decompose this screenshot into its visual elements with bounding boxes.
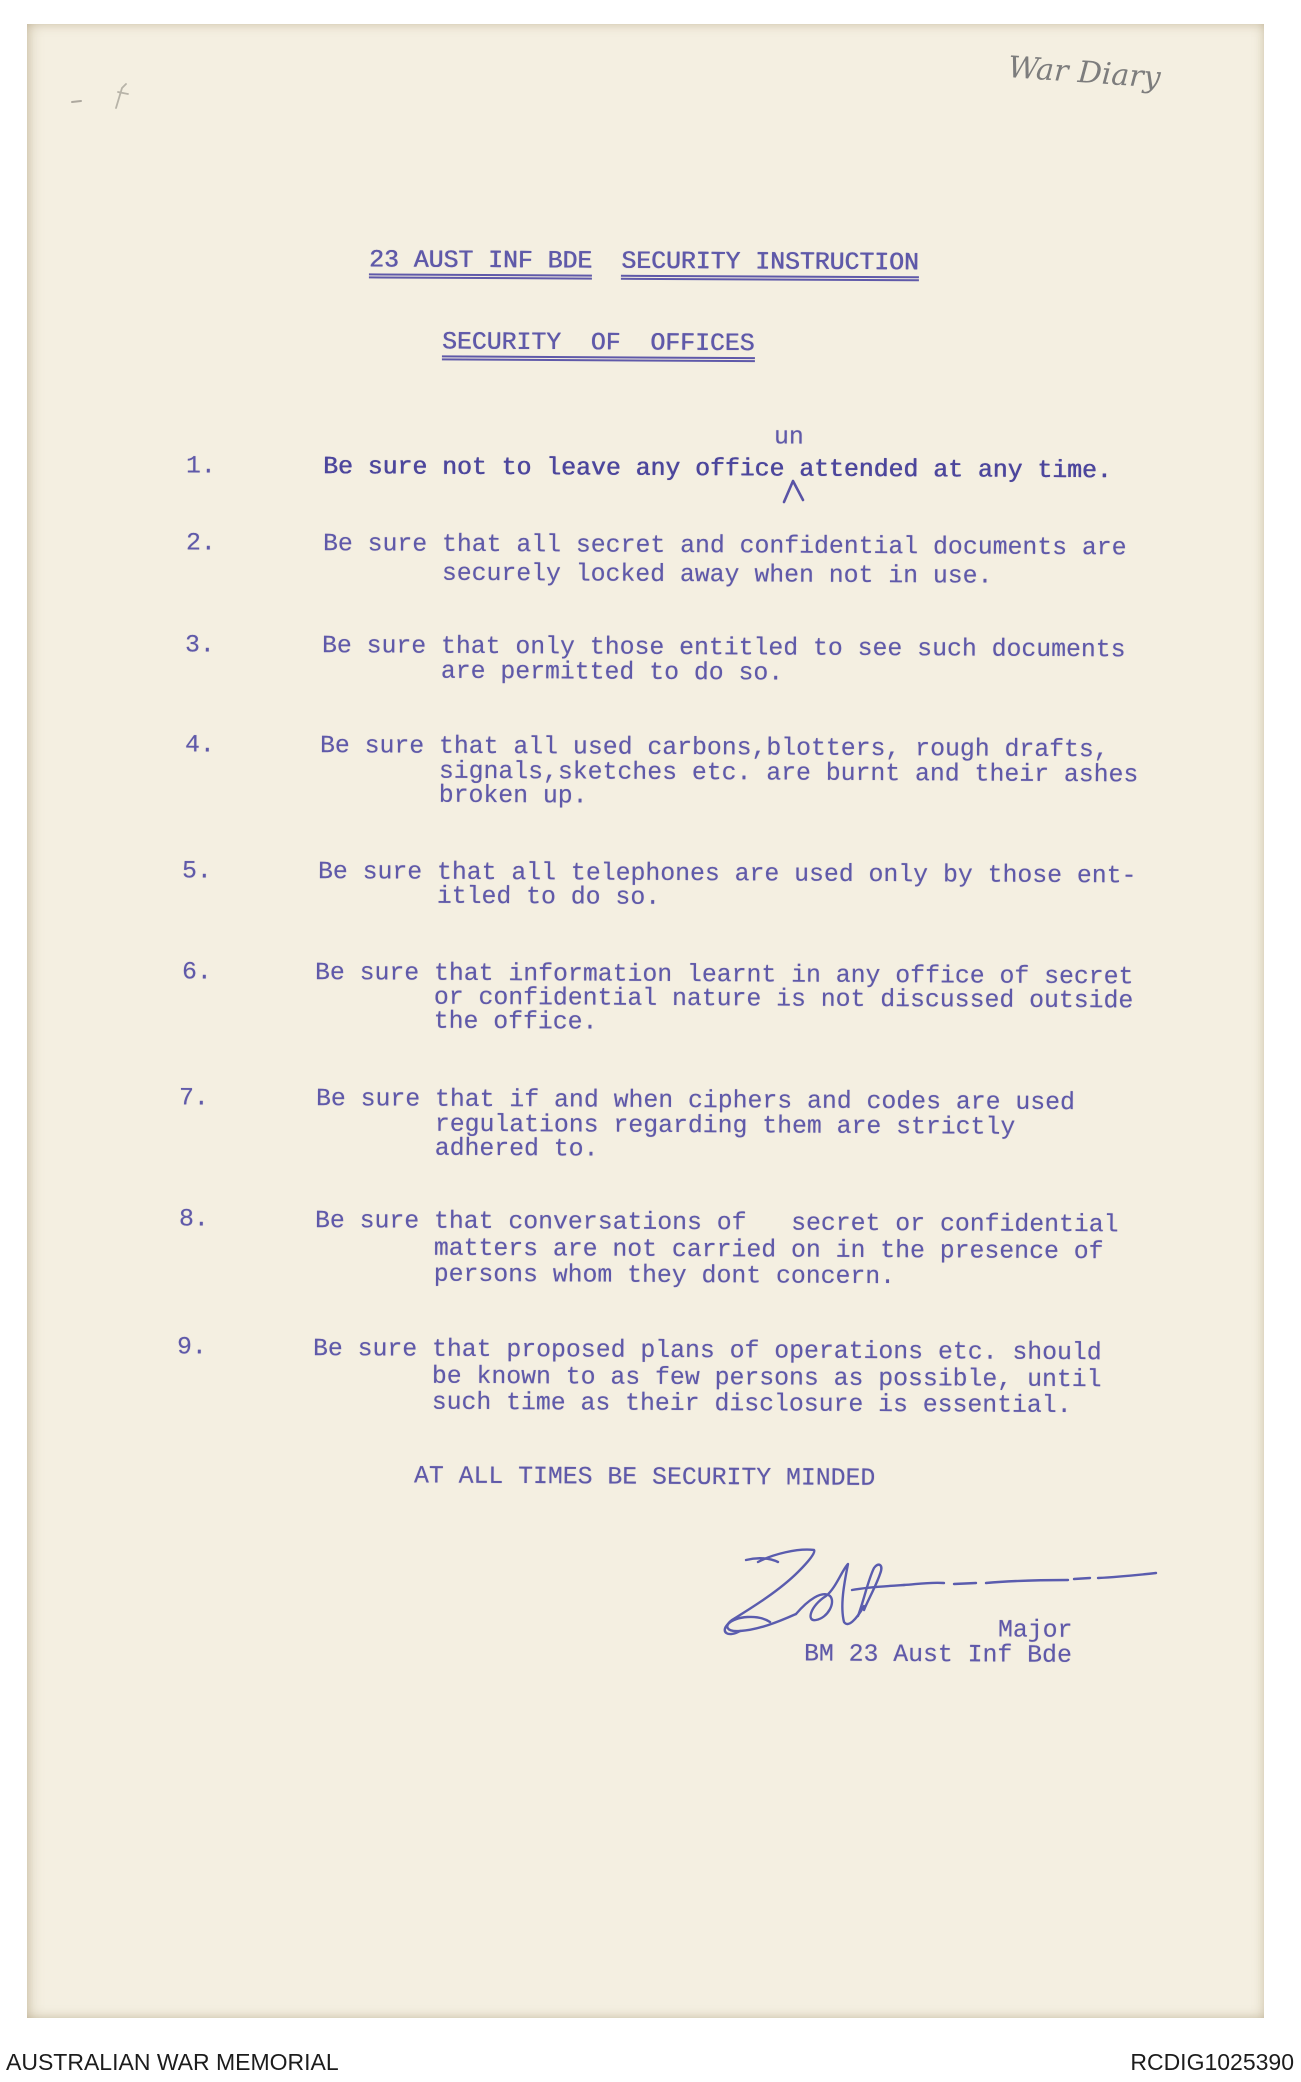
item-line: securely locked away when not in use. [441,559,993,591]
item-text [320,734,1139,812]
item-text [318,860,1137,912]
item-line: are permitted to do so. [440,657,784,688]
item-text [315,961,1134,1037]
item-number: 7. [178,1084,209,1113]
item-number: 8. [178,1205,209,1234]
item-line: regulations regarding them are strictly [434,1110,1016,1142]
instruction-item-6 [0,959,1200,1055]
instruction-item-5 [0,858,1200,954]
footer-reference: RCDIG1025390 [1130,2049,1294,2075]
item-number: 9. [176,1333,207,1362]
item-line: signals,sketches etc. are burnt and their ashes [438,757,1139,789]
item-line: itled to do so. [436,882,661,912]
item-line: be known to as few persons as possible, until [431,1362,1102,1394]
instruction-item-9 [0,1334,1200,1430]
item-line: Be sure that if and when ciphers and codes are used [315,1085,1075,1118]
item-text [323,455,1112,484]
item-number: 3. [184,631,215,660]
footer-institution: AUSTRALIAN WAR MEMORIAL [6,2049,339,2075]
instruction-item-7 [0,1085,1200,1181]
item-text [323,530,1127,592]
instruction-item-4 [0,732,1200,828]
signature [718,1540,1163,1640]
item-line: broken up. [438,781,588,811]
subheading-text: SECURITY OF OFFICES [442,330,755,362]
item-line: Be sure that only those entitled to see such documents [321,632,1126,665]
signatory-appointment: BM 23 Aust Inf Bde [803,1640,1072,1670]
item-number: 2. [185,529,216,558]
item-line: Be sure that all secret and confidential documents are [322,530,1127,563]
document-heading [369,248,919,281]
instruction-item-2 [0,528,1200,624]
item-line: Be sure that information learnt in any office of secret [314,959,1134,992]
closing-statement: AT ALL TIMES BE SECURITY MINDED [413,1462,876,1493]
heading-unit: 23 AUST INF BDE [369,248,592,279]
item-line: Be sure that all used carbons,blotters, rough drafts, [319,732,1109,765]
instruction-item-3 [0,632,1200,728]
inserted-correction: un [773,423,804,452]
item-number: 6. [181,958,212,987]
item-number: 5. [181,857,212,886]
item-text [313,1336,1102,1420]
item-line: persons whom they dont concern. [433,1260,896,1292]
item-text [315,1208,1119,1292]
item-line: Be sure that proposed plans of operations etc. should [312,1335,1102,1368]
pencil-mark [66,80,146,114]
item-text [322,634,1126,688]
item-line: Be sure that all telephones are used only by those ent- [317,858,1137,891]
item-line: Be sure not to leave any office attended at any time. [322,453,1112,486]
item-text [316,1087,1075,1165]
heading-title: SECURITY INSTRUCTION [621,250,919,282]
item-number: 1. [185,452,216,481]
item-line: Be sure that conversations of secret or confidential [314,1207,1119,1240]
item-line: matters are not carried on in the presence of [433,1234,1104,1266]
item-line: such time as their disclosure is essential. [431,1388,1072,1421]
handwritten-annotation: War Diary [1006,50,1162,96]
item-line: the office. [433,1007,598,1037]
item-line: adhered to. [434,1134,599,1164]
signatory-rank: Major [997,1616,1073,1645]
item-line: or confidential nature is not discussed outside [433,983,1134,1016]
document-subheading [442,330,755,362]
instruction-item-8 [0,1206,1200,1302]
item-number: 4. [184,731,215,760]
